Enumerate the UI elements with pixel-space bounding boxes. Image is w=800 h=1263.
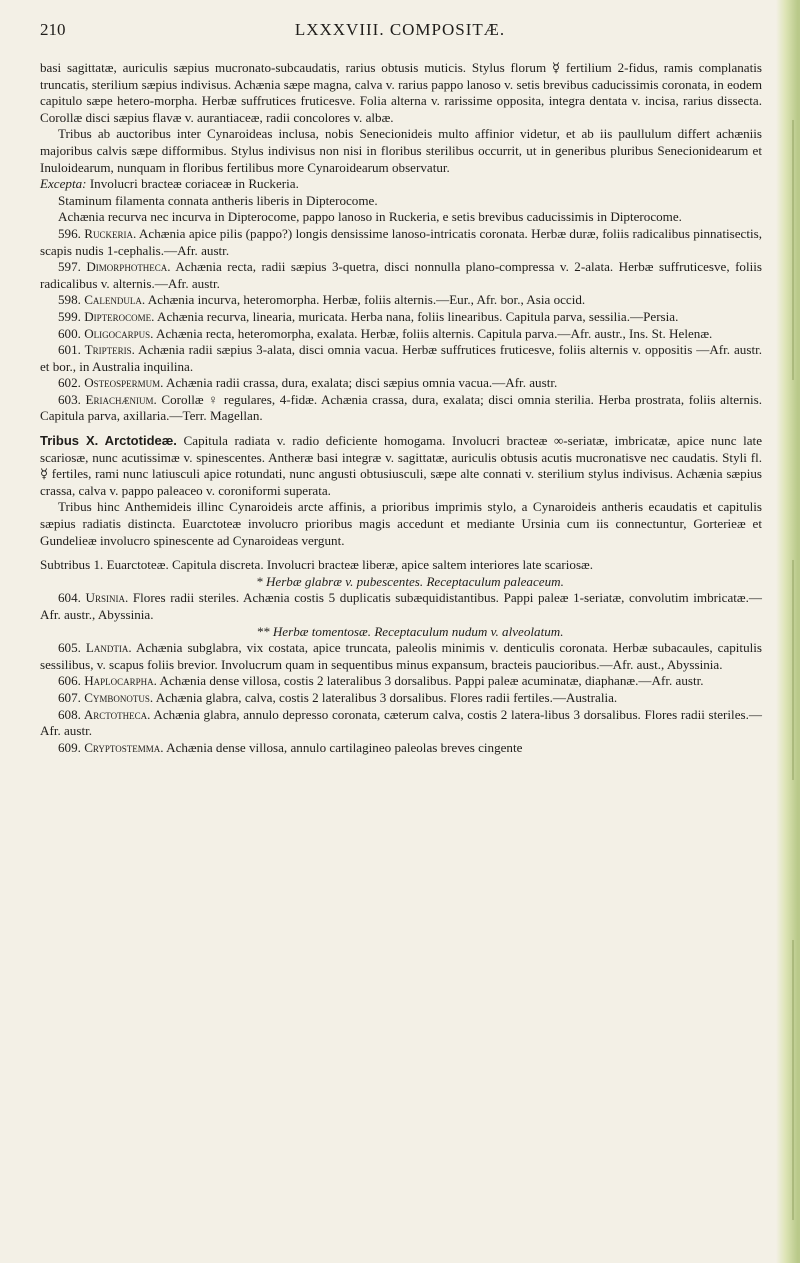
genus-text: Achænia glabra, annulo depresso coronata, cæterum calva, costis 2 latera-libus 3 dorsalibus. Flores radii steriles.—Afr. austr. (40, 706, 762, 739)
section-heading: * Herbæ glabræ v. pubescentes. Receptaculum paleaceum. (256, 573, 564, 589)
edge-line (792, 940, 794, 1220)
genus-name: 598. Calendula. (58, 292, 146, 308)
edge-line (792, 120, 794, 380)
genus-text: Corollæ ♀ regulares, 4-fidæ. Achænia crassa, dura, exalata; disci omnia sterilia. Herba prostrata, foliis alternis. Capitula parva, axillaria.—Terr. Magellan. (40, 391, 762, 424)
genus-entry (40, 259, 762, 292)
genus-text: Achænia glabra, calva, costis 2 lateralibus 3 dorsalibus. Flores radii fertiles.—Australia. (155, 689, 618, 705)
genus-text: Achænia apice pilis (pappo?) longis densissime lanoso-intricatis coronata. Herbæ duræ, foliis radicalibus pinnatisectis, scapis nudis 1-cephalis.—Afr. austr. (40, 225, 762, 258)
genus-name: 608. Arctotheca. (58, 706, 151, 722)
excepta-item: Achænia recurva nec incurva in Dipterocome, pappo lanoso in Ruckeria, e setis brevibus caducissimis in Dipterocome. (58, 209, 682, 225)
tribe-text: Capitula radiata v. radio deficiente homogama. Involucri bracteæ ∞-seriatæ, imbricatæ, apice nunc late scariosæ, nunc acutissimæ v. spinescentes. Antheræ basi integræ v. sagittatæ, auriculis obtusis acutis mucronatisve nec caudatis. Styli fl. ☿ fertiles, rami nunc latiusculi apice rotundati, nunc angusti obtusiusculi, sæpe alte connati v. sterilium stylus indivisus. Achænia sæpius crassa, calva v. pappo paleaceo v. coroniformi superata. (40, 433, 763, 498)
genus-text: Flores radii steriles. Achænia costis 5 duplicatis subæquidistantibus. Pappi paleæ 1-seriatæ, convolutim imbricatæ.—Afr. austr., Abyssinia. (40, 590, 762, 622)
genus-entry (40, 740, 762, 757)
genus-entry (40, 326, 762, 343)
genus-name: 603. Eriachænium. (58, 391, 157, 407)
genus-entry (40, 392, 762, 425)
tribe-entry (40, 433, 762, 499)
genus-name: 609. Cryptostemma. (58, 739, 164, 755)
genus-name: 606. Haplocarpha. (58, 673, 157, 689)
genus-text: Achænia dense villosa, annulo cartilagineo paleolas breves cingente (166, 739, 523, 755)
genus-entry (40, 707, 762, 740)
genus-entry (40, 292, 762, 309)
genus-entry (40, 590, 762, 623)
page-body (40, 60, 762, 756)
genus-name: 604. Ursinia. (58, 590, 129, 606)
genus-entry (40, 673, 762, 690)
subtribe-heading: Subtribus 1. Euarctoteæ. Capitula discreta. Involucri bracteæ liberæ, apice saltem interiores late scariosæ. (40, 557, 594, 573)
excepta-label: Excepta: (40, 176, 87, 192)
genus-text: Achænia recta, heteromorpha, exalata. Herbæ, foliis alternis. Capitula parva.—Afr. austr., Ins. St. Helenæ. (156, 325, 713, 341)
genus-text: Achænia recta, radii sæpius 3-quetra, disci nonnulla plano-compressa v. 2-alata. Herbæ suffruticesve, foliis radicalibus v. alternis.—Afr. austr. (40, 259, 762, 291)
page-edge (776, 0, 800, 1263)
excepta-item: Involucri bracteæ coriaceæ in Ruckeria. (89, 176, 299, 192)
edge-line (792, 560, 794, 780)
tribe-heading: Tribus X. Arctotideæ. (40, 433, 177, 449)
paragraph: Tribus hinc Anthemideis illinc Cynaroideis arcte affinis, a prioribus imprimis stylo, a Cynaroideis antheris ecaudatis et capitulis sæpius radiatis distincta. Euarctoteæ involucro prioribus magis accedunt et mediante Ursinia cum iis connectuntur, Gorterieæ et Gundelieæ involucro spinescente ad Cynaroideas vergunt. (40, 499, 762, 548)
genus-entry (40, 226, 762, 259)
paragraph: Tribus ab auctoribus inter Cynaroideas inclusa, nobis Senecionideis multo affinior videtur, et ab iis paullulum differt achæniis majoribus calvis sæpe difformibus. Stylus indivisus non nisi in floribus sterilibus occurrit, ut in generibus pluribus Senecionidearum et Inuloidearum, nunquam in floribus fertilibus more Cynaroidearum observatur. (40, 126, 762, 175)
genus-name: 601. Tripteris. (58, 342, 135, 358)
genus-name: 599. Dipterocome. (58, 308, 155, 324)
genus-name: 596. Ruckeria. (58, 225, 137, 241)
genus-name: 605. Landtia. (58, 640, 132, 656)
genus-entry (40, 690, 762, 707)
genus-name: 600. Oligocarpus. (58, 325, 154, 341)
section-heading: ** Herbæ tomentosæ. Receptaculum nudum v. alveolatum. (256, 623, 564, 639)
page-number: 210 (40, 20, 66, 39)
genus-text: Achænia radii sæpius 3-alata, disci omnia vacua. Herbæ suffrutices fruticesve, foliis alternis v. oppositis —Afr. austr. et bor., in Australia inquilina. (40, 342, 762, 374)
excepta-item: Staminum filamenta connata antheris liberis in Dipterocome. (58, 192, 378, 208)
genus-text: Achænia incurva, heteromorpha. Herbæ, foliis alternis.—Eur., Afr. bor., Asia occid. (147, 292, 586, 308)
genus-entry (40, 640, 762, 673)
genus-name: 607. Cymbonotus. (58, 689, 154, 705)
running-title: LXXXVIII. COMPOSITÆ. (294, 20, 506, 39)
excepta-line (40, 176, 762, 193)
genus-text: Achænia subglabra, vix costata, apice truncata, paleolis minimis v. denticulis coronata. Herbæ subacaules, capitulis sessilibus, v. scapus foliis brevior. Involucrum quam in sequentibus minus expansum, bracteis paucioribus.—Afr. aust., Abyssinia. (40, 640, 762, 672)
genus-entry (40, 342, 762, 375)
genus-text: Achænia dense villosa, costis 2 lateralibus 3 dorsalibus. Pappi paleæ acuminatæ, diaphanæ.—Afr. austr. (159, 673, 704, 689)
genus-text: Achænia radii crassa, dura, exalata; disci sæpius omnia vacua.—Afr. austr. (166, 375, 558, 391)
genus-name: 597. Dimorphotheca. (58, 259, 171, 275)
genus-entry (40, 375, 762, 392)
genus-name: 602. Osteospermum. (58, 375, 164, 391)
genus-text: Achænia recurva, linearia, muricata. Herba nana, foliis linearibus. Capitula parva, sessilia.—Persia. (156, 308, 679, 324)
genus-entry (40, 309, 762, 326)
paragraph: basi sagittatæ, auriculis sæpius mucronato-subcaudatis, rarius obtusis muticis. Stylus florum ☿ fertilium 2-fidus, ramis complanatis truncatis, sterilium sæpius indivisus. Achænia sæpe magna, calva v. rarius pappo lanoso v. setis brevibus caducissimis coronata, in eodem capitulo sæpe hetero-morpha. Herbæ suffrutices fruticesve. Folia alterna v. rarissime opposita, integra dentata v. incisa, rarius dissecta. Corollæ disci sæpius flavæ v. aurantiaceæ, radii concolores v. albæ. (40, 60, 762, 125)
page-header (40, 20, 760, 46)
